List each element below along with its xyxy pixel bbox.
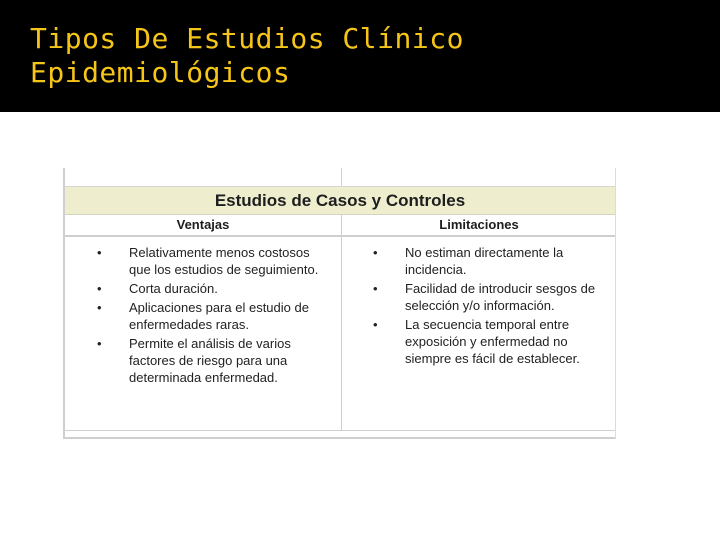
list-item (97, 244, 327, 278)
comparison-table (63, 168, 616, 439)
slide-title (30, 22, 690, 90)
ventajas-list (97, 244, 327, 388)
bullet-icon: • (97, 245, 102, 260)
table-top-divider (341, 168, 342, 186)
list-item (373, 316, 613, 367)
bullet-icon: • (373, 245, 378, 260)
ventaja-text: Aplicaciones para el estudio de enfermedades raras. (129, 300, 309, 332)
ventaja-text: Corta duración. (129, 281, 218, 296)
list-item (373, 244, 613, 278)
ventaja-text: Relativamente menos costosos que los estudios de seguimiento. (129, 245, 319, 277)
bullet-icon: • (97, 281, 102, 296)
column-header-limitaciones: Limitaciones (439, 217, 519, 232)
ventaja-text: Permite el análisis de varios factores de riesgo para una determinada enfermedad. (129, 336, 291, 385)
column-divider (341, 215, 342, 431)
slide-title-line-2: Epidemiológicos (30, 56, 291, 89)
slide-title-line-1: Tipos De Estudios Clínico (30, 22, 464, 55)
list-item (373, 280, 613, 314)
limitacion-text: Facilidad de introducir sesgos de selección y/o información. (405, 281, 596, 313)
limitacion-text: La secuencia temporal entre exposición y enfermedad no siempre es fácil de establecer. (405, 317, 580, 366)
list-item (97, 299, 327, 333)
bullet-icon: • (373, 281, 378, 296)
column-header-ventajas: Ventajas (176, 217, 230, 232)
table-header-row (65, 215, 615, 237)
limitacion-text: No estiman directamente la incidencia. (405, 245, 564, 277)
limitaciones-list (373, 244, 613, 369)
table-caption: Estudios de Casos y Controles (65, 187, 615, 215)
bullet-icon: • (97, 300, 102, 315)
list-item (97, 335, 327, 386)
bullet-icon: • (373, 317, 378, 332)
table-bottom-border (65, 430, 615, 439)
table-top-strip (65, 168, 615, 187)
list-item (97, 280, 327, 297)
title-bar (0, 0, 720, 112)
bullet-icon: • (97, 336, 102, 351)
